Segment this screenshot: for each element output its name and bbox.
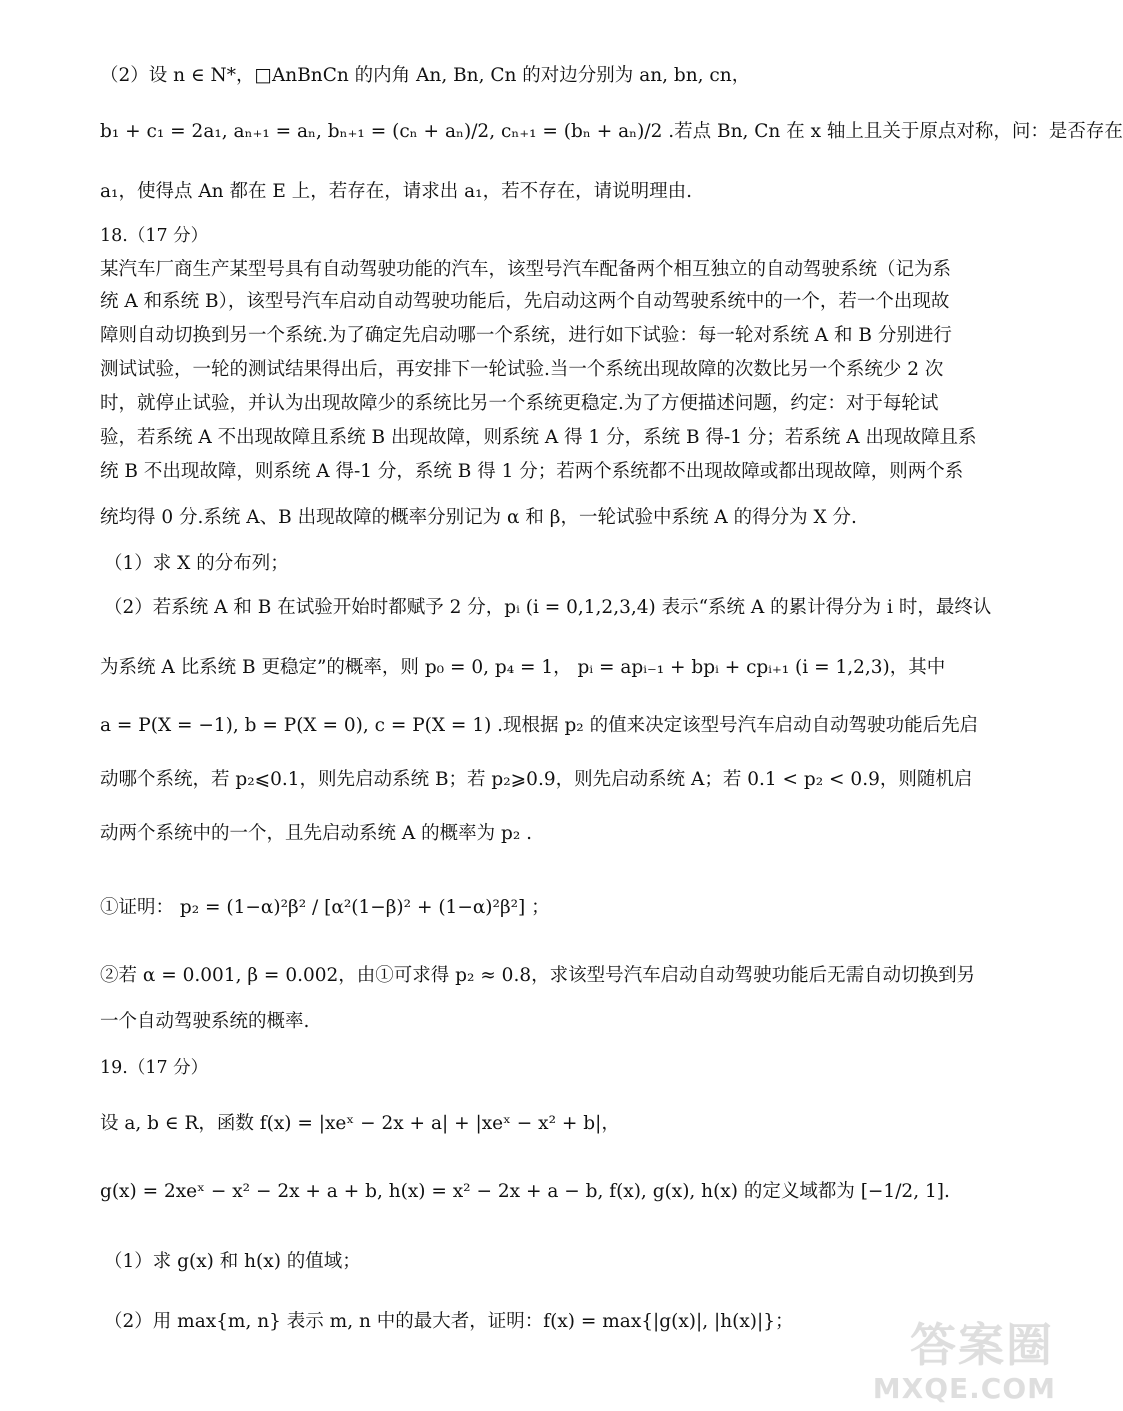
q19-part1: （1）求 g(x) 和 h(x) 的值域；: [104, 1251, 361, 1272]
q19-paragraph-line1: 设 a, b ∈ R，函数 f(x) = |xeˣ − 2x + a| + |xeˣ − x² + b|，: [100, 1113, 620, 1134]
q18-part2-line4: 动哪个系统，若 p₂⩽0.1，则先启动系统 B；若 p₂⩾0.9，则先启动系统 A；若 0.1 < p₂ < 0.9，则随机启: [100, 769, 973, 790]
q19-part2: （2）用 max{m, n} 表示 m, n 中的最大者，证明：f(x) = max{|g(x)|, |h(x)|}；: [104, 1311, 794, 1332]
q18-paragraph-line2: 统 A 和系统 B），该型号汽车启动自动驾驶功能后，先启动这两个自动驾驶系统中的一个，若一个出现故: [100, 291, 950, 312]
q18-part2-line1: （2）若系统 A 和 B 在试验开始时都赋予 2 分，pᵢ (i = 0,1,2,3,4) 表示“系统 A 的累计得分为 i 时，最终认: [104, 597, 992, 618]
q19-paragraph-line2: g(x) = 2xeˣ − x² − 2x + a + b, h(x) = x² − 2x + a − b, f(x), g(x), h(x) 的定义域都为 [−1/2, 1].: [100, 1181, 950, 1202]
q18-paragraph-line7: 统 B 不出现故障，则系统 A 得-1 分，系统 B 得 1 分；若两个系统都不出现故障或都出现故障，则两个系: [100, 461, 964, 482]
q17-part2-line2: b₁ + c₁ = 2a₁, aₙ₊₁ = aₙ, bₙ₊₁ = (cₙ + aₙ)/2, cₙ₊₁ = (bₙ + aₙ)/2 .若点 Bn, Cn 在 x 轴上且关于原点对称，问：是否存在: [100, 121, 1123, 142]
watermark-logo-text: 答案圈: [910, 1318, 1054, 1372]
q18-part1: （1）求 X 的分布列；: [104, 553, 289, 574]
q18-claim2-line2: 一个自动驾驶系统的概率.: [100, 1011, 310, 1032]
q18-part2-line5: 动两个系统中的一个，且先启动系统 A 的概率为 p₂ .: [100, 823, 533, 844]
q18-part2-line2: 为系统 A 比系统 B 更稳定”的概率，则 p₀ = 0, p₄ = 1， pᵢ = apᵢ₋₁ + bpᵢ + cpᵢ₊₁ (i = 1,2,3)，其中: [100, 657, 946, 678]
q18-paragraph-line5: 时，就停止试验，并认为出现故障少的系统比另一个系统更稳定.为了方便描述问题，约定：对于每轮试: [100, 393, 939, 414]
q17-part2-line1: （2）设 n ∈ N*，□AnBnCn 的内角 An, Bn, Cn 的对边分别为 an, bn, cn，: [100, 65, 751, 86]
q19-heading: 19.（17 分）: [100, 1058, 209, 1078]
q17-part2-line3: a₁，使得点 An 都在 E 上，若存在，请求出 a₁，若不存在，请说明理由.: [100, 181, 692, 202]
q18-paragraph-line3: 障则自动切换到另一个系统.为了确定先启动哪一个系统，进行如下试验：每一轮对系统 A 和 B 分别进行: [100, 325, 952, 346]
q18-claim2-line1: ②若 α = 0.001, β = 0.002，由①可求得 p₂ ≈ 0.8，求该型号汽车启动自动驾驶功能后无需自动切换到另: [100, 965, 976, 986]
q18-paragraph-line6: 验，若系统 A 不出现故障且系统 B 出现故障，则系统 A 得 1 分，系统 B 得-1 分；若系统 A 出现故障且系: [100, 427, 977, 448]
watermark-domain-text: MXQE.COM: [872, 1372, 1056, 1405]
q18-heading: 18.（17 分）: [100, 226, 209, 246]
q18-paragraph-line1: 某汽车厂商生产某型号具有自动驾驶功能的汽车，该型号汽车配备两个相互独立的自动驾驶系统（记为系: [100, 259, 952, 280]
q18-paragraph-line8: 统均得 0 分.系统 A、B 出现故障的概率分别记为 α 和 β，一轮试验中系统 A 的得分为 X 分.: [100, 507, 857, 528]
q18-part2-line3: a = P(X = −1), b = P(X = 0), c = P(X = 1) .现根据 p₂ 的值来决定该型号汽车启动自动驾驶功能后先启: [100, 715, 979, 736]
q18-paragraph-line4: 测试试验，一轮的测试结果得出后，再安排下一轮试验.当一个系统出现故障的次数比另一个系统少 2 次: [100, 359, 944, 380]
site-watermark: [872, 1309, 1064, 1405]
q18-claim1: ①证明： p₂ = (1−α)²β² / [α²(1−β)² + (1−α)²β²] ；: [100, 897, 550, 918]
